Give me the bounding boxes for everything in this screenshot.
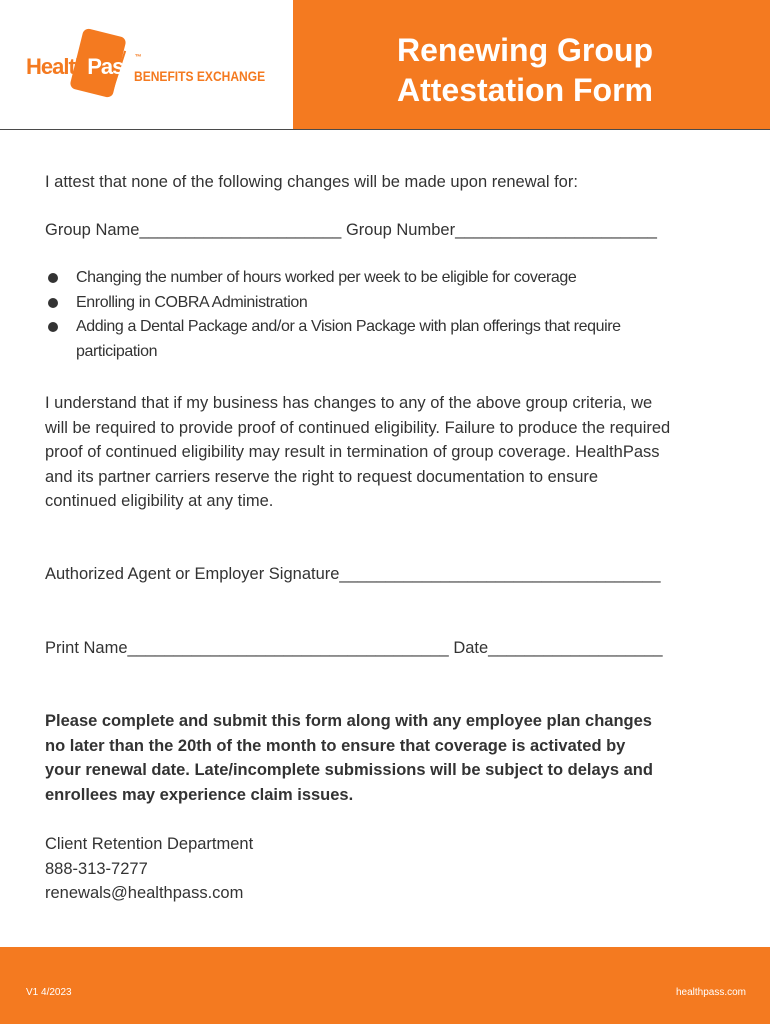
group-info-line xyxy=(45,218,657,243)
contact-department: Client Retention Department xyxy=(45,835,254,853)
form-title-line-2: Attestation Form xyxy=(397,72,653,108)
healthpass-logo xyxy=(26,30,266,110)
title-banner xyxy=(293,0,770,129)
version-label: V1 4/2023 xyxy=(26,987,72,998)
list-item-continuation: participation xyxy=(76,342,158,360)
print-name-field[interactable]: ___________________________________ xyxy=(127,639,449,657)
contact-block xyxy=(45,832,721,906)
print-name-line xyxy=(45,636,663,661)
contact-phone: 888-313-7277 xyxy=(45,859,148,878)
page-footer xyxy=(0,947,770,1024)
website-link[interactable]: healthpass.com xyxy=(675,987,746,998)
form-title-line-1: Renewing Group xyxy=(397,32,653,68)
signature-label: Authorized Agent or Employer Signature xyxy=(45,565,340,583)
contact-email: renewals@healthpass.com xyxy=(45,884,244,902)
group-number-field[interactable]: ______________________ xyxy=(455,221,657,239)
list-item: Adding a Dental Package and/or a Vision Package with plan offerings that require xyxy=(45,315,725,340)
header-divider xyxy=(0,129,770,130)
signature-line xyxy=(45,562,661,587)
changes-list xyxy=(45,266,725,364)
date-field[interactable]: ___________________ xyxy=(488,639,663,657)
list-item: Changing the number of hours worked per week to be eligible for coverage xyxy=(45,266,725,291)
date-label: Date xyxy=(453,639,489,657)
logo-wordmark: HealthPass™ xyxy=(26,54,141,79)
bullet-icon xyxy=(48,322,58,332)
intro-statement: I attest that none of the following changes will be made upon renewal for: xyxy=(45,173,578,191)
list-item: Enrolling in COBRA Administration xyxy=(45,291,725,316)
bullet-icon xyxy=(48,273,58,283)
group-number-label: Group Number xyxy=(345,221,456,239)
logo-tagline: BENEFITS EXCHANGE xyxy=(134,68,266,84)
page-header xyxy=(0,0,770,130)
group-name-label: Group Name xyxy=(45,221,140,239)
group-name-field[interactable]: ______________________ xyxy=(139,221,342,239)
submission-notice: Please complete and submit this form along with any employee plan changes no later than the 20th of the month to ensure that coverage is activated by your renewal date. Late/incomplete submissions will be subject to delays and enrollees may experience claim issues. xyxy=(45,712,653,804)
signature-field[interactable]: ___________________________________ xyxy=(339,565,661,583)
bullet-icon xyxy=(48,298,58,308)
print-name-label: Print Name xyxy=(45,639,128,657)
understanding-paragraph: I understand that if my business has changes to any of the above group criteria, we will be required to provide proof of continued eligibility. Failure to produce the required proof of continued eligibility may result in termination of group coverage. HealthPass and its partner carriers reserve the right to request documentation to ensure continued eligibility at any time. xyxy=(45,394,671,510)
